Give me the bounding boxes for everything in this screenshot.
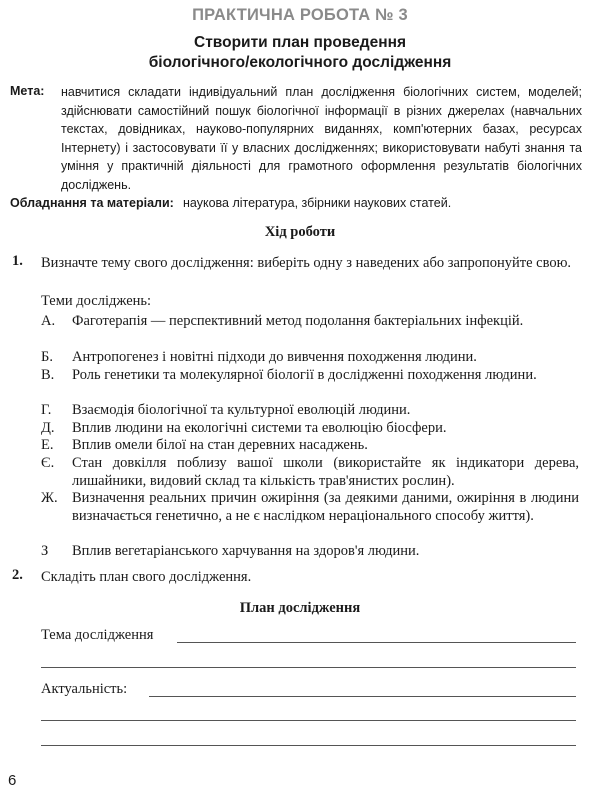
topic-letter: А. — [41, 313, 56, 329]
topic-field-label: Тема дослідження — [41, 627, 154, 643]
procedure-title: Хід роботи — [264, 224, 336, 240]
topic-answer-line[interactable] — [177, 642, 576, 643]
heading-line-2: біологічного/екологічного дослідження — [148, 54, 452, 71]
topic-text: Взаємодія біологічної та культурної еволюцій людини. — [72, 402, 411, 418]
page-number: 6 — [8, 772, 17, 789]
plan-title: План дослідження — [239, 600, 361, 616]
topic-text: Вплив людини на екологічні системи та еволюцію біосфери. — [72, 420, 447, 436]
topic-letter: Е. — [41, 437, 54, 453]
relevance-field-label: Актуальність: — [41, 681, 128, 697]
topic-text: Стан довкілля поблизу вашої школи (використайте як індикатори дерева, лишайники, видовий склад та кількість трав'янистих рослин). — [72, 455, 579, 489]
topic-letter: З — [41, 543, 49, 559]
topic-letter: Ж. — [41, 490, 58, 506]
topic-text: Роль генетики та молекулярної біології в дослідженні походження людини. — [72, 367, 537, 383]
goal-text: навчитися складати індивідуальний план дослідження біологічних систем, моделей; здійснювати самостійний пошук біологічної інформації в різних джерелах (навчальних текстах, довідниках, науково-популярних виданнях, комп'ютерних базах, ресурсах Інтернету) і застосовувати її у власних дослідженнях; використовувати набуті знання та уміння у практичній діяльності для грамотного оформлення результатів біологічних досліджень. — [61, 85, 582, 192]
answer-line[interactable] — [41, 667, 576, 668]
relevance-answer-line[interactable] — [149, 696, 576, 697]
topic-text: Вплив вегетаріанського харчування на здоров'я людини. — [72, 543, 420, 559]
topic-letter: Д. — [41, 420, 55, 436]
equipment-text: наукова література, збірники наукових статей. — [183, 196, 452, 210]
topic-letter: Г. — [41, 402, 52, 418]
topic-letter: В. — [41, 367, 55, 383]
equipment-label: Обладнання та матеріали: — [10, 196, 174, 210]
topics-title: Теми досліджень: — [41, 293, 152, 309]
topic-text: Вплив омели білої на стан деревних насаджень. — [72, 437, 368, 453]
goal-label: Мета: — [10, 84, 45, 98]
step-text: Визначте тему свого дослідження: виберіть одну з наведених або запропонуйте свою. — [41, 255, 572, 271]
step-number: 2. — [12, 567, 23, 583]
work-title: ПРАКТИЧНА РОБОТА № 3 — [192, 6, 408, 24]
answer-line[interactable] — [41, 720, 576, 721]
step-number: 1. — [12, 253, 23, 269]
topic-text: Антропогенез і новітні підходи до вивчення походження людини. — [72, 349, 477, 365]
topic-letter: Є. — [41, 455, 55, 471]
topic-text: Визначення реальних причин ожиріння (за деякими даними, ожиріння в людини визначається генетично, а не є наслідком нераціонального способу життя). — [72, 490, 579, 524]
heading-line-1: Створити план проведення — [194, 34, 406, 51]
step-text: Складіть план свого дослідження. — [41, 569, 252, 585]
answer-line[interactable] — [41, 745, 576, 746]
topic-text: Фаготерапія — перспективний метод подолання бактеріальних інфекцій. — [72, 313, 524, 329]
topic-letter: Б. — [41, 349, 53, 365]
